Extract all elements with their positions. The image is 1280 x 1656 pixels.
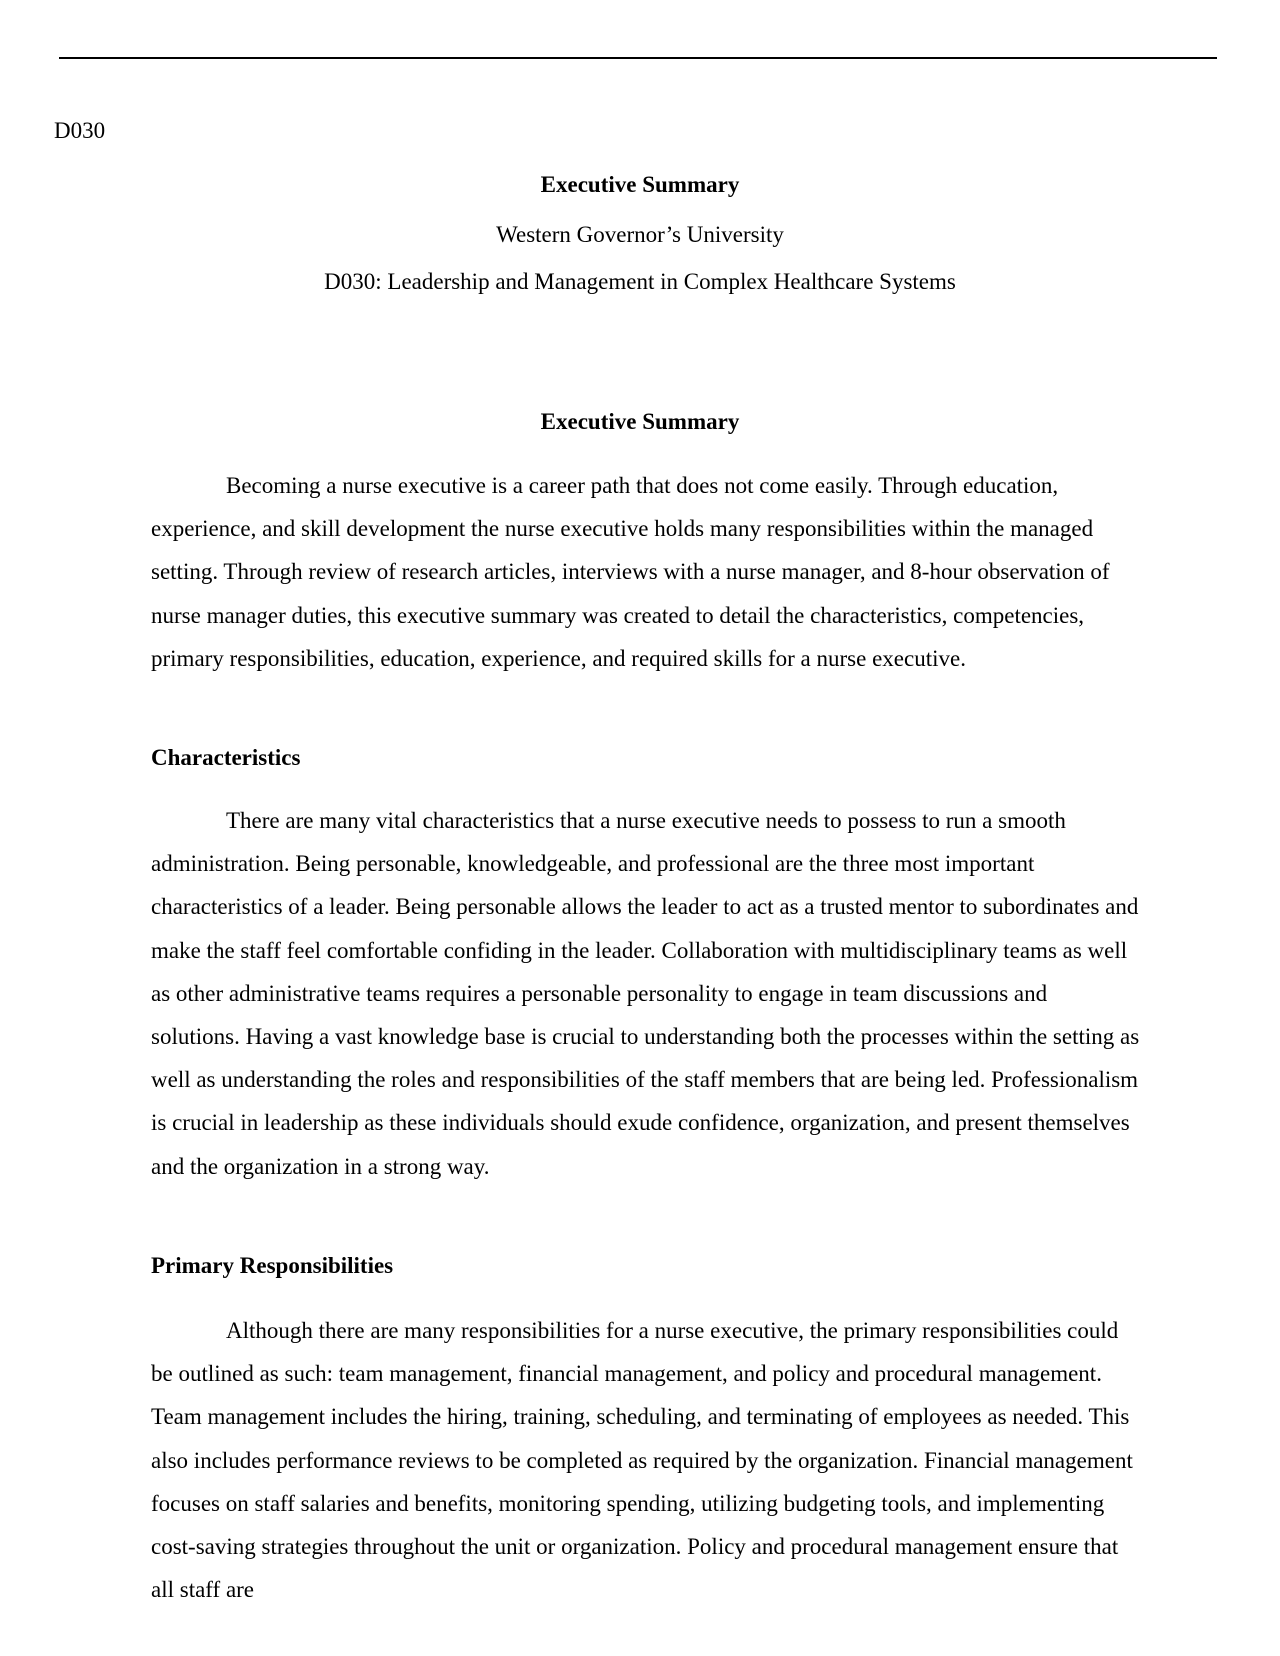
intro-paragraph: Becoming a nurse executive is a career path that does not come easily. Through education, experience, and skill development the nurse executive holds many responsibilities within the managed setting. Through review of research articles, interviews with a nurse manager, and 8-hour observation of nurse manager duties, this executive summary was created to detail the characteristics, competencies, primary responsibilities, education, experience, and required skills for a nurse executive. <box>151 473 1110 671</box>
primary-responsibilities-paragraph: Although there are many responsibilities for a nurse executive, the primary responsibilities could be outlined as such: team management, financial management, and policy and procedural management. Team management includes the hiring, training, scheduling, and terminating of employees as needed. This also includes performance reviews to be completed as required by the organization. Financial management focuses on staff salaries and benefits, monitoring spending, utilizing budgeting tools, and implementing cost-saving strategies throughout the unit or organization. Policy and procedural management ensure that all staff are <box>151 1318 1133 1603</box>
characteristics-paragraph: There are many vital characteristics that a nurse executive needs to possess to run a smooth administration. Being personable, knowledgeable, and professional are the three most important characteristics of a leader. Being personable allows the leader to act as a trusted mentor to subordinates and make the staff feel comfortable confiding in the leader. Collaboration with multidisciplinary teams as well as other administrative teams requires a personable personality to engage in team discussions and solutions. Having a vast knowledge base is crucial to understanding both the processes within the setting as well as understanding the roles and responsibilities of the staff members that are being led. Professionalism is crucial in leadership as these individuals should exude confidence, organization, and present themselves and the organization in a strong way. <box>151 808 1140 1179</box>
institution-name: Western Governor’s University <box>496 222 784 247</box>
course-name: D030: Leadership and Management in Complex Healthcare Systems <box>324 269 956 294</box>
running-head: D030 <box>54 118 106 143</box>
section-heading-primary-responsibilities: Primary Responsibilities <box>151 1253 394 1278</box>
header-rule <box>59 57 1217 59</box>
title-page-title: Executive Summary <box>540 172 740 197</box>
section-heading-characteristics: Characteristics <box>151 745 301 770</box>
body-title: Executive Summary <box>540 409 740 434</box>
